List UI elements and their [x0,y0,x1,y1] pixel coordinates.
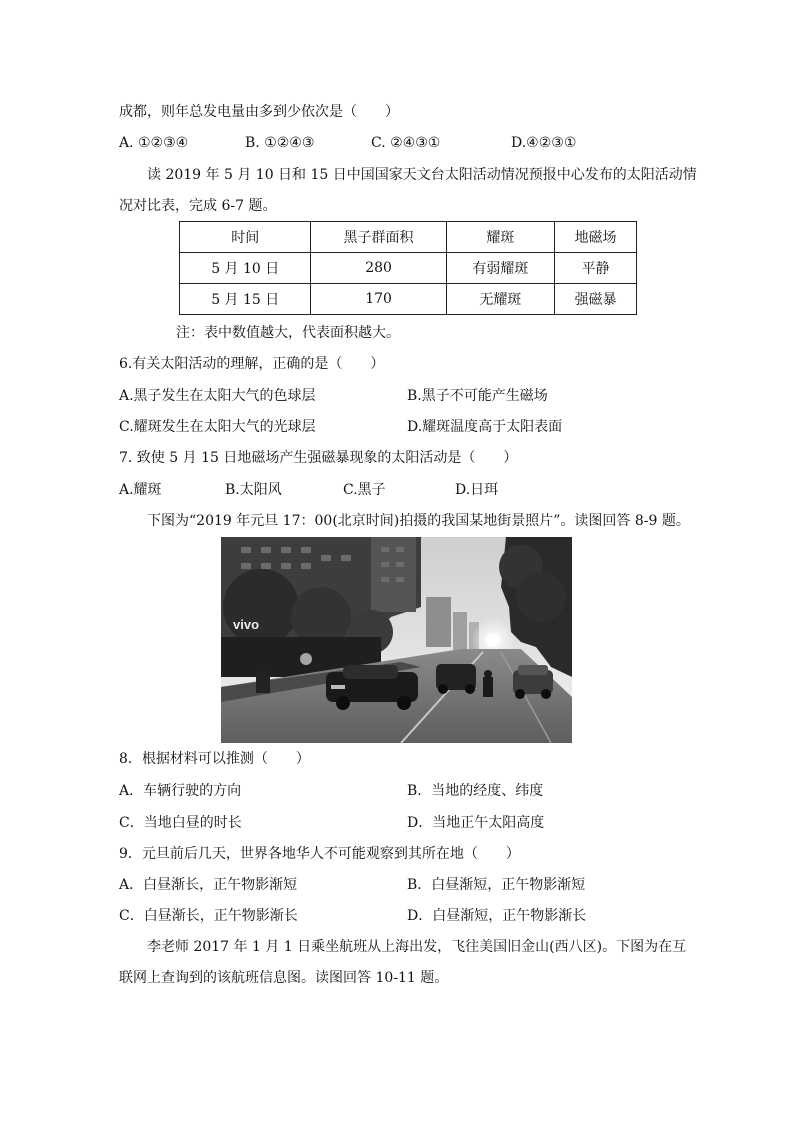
passage-8-9: 下图为“2019 年元旦 17：00(北京时间)拍摄的我国某地街景照片”。读图回答 8-9 题。 [147,513,690,529]
table-cell: 强磁暴 [555,284,637,315]
car-mid [436,664,476,694]
table-note: 注：表中数值越大，代表面积越大。 [176,325,400,341]
q6-option-c: C.耀斑发生在太阳大气的光球层 [119,419,316,435]
q9-option-b: B．白昼渐短，正午物影渐短 [407,877,586,893]
table-header-cell: 黑子群面积 [311,222,446,253]
q5-option-c: C. ②④③① [371,135,441,151]
q7-option-b: B.太阳风 [225,482,282,498]
table-cell: 无耀斑 [446,284,555,315]
passage-6-7-line2: 况对比表，完成 6-7 题。 [119,198,277,214]
q7-stem: 7. 致使 5 月 15 日地磁场产生强磁暴现象的太阳活动是（ ） [119,450,518,466]
shop-sign-text: vivo [233,617,260,632]
q8-option-b: B．当地的经度、纬度 [407,783,544,799]
q5-option-a: A. ①②③④ [119,135,189,151]
q9-option-c: C．白昼渐长，正午物影渐长 [119,908,298,924]
q5-option-b: B. ①②④③ [245,135,315,151]
table-row [180,284,637,315]
q5-stem: 成都，则年总发电量由多到少依次是（ ） [119,104,399,120]
q7-option-a: A.耀斑 [119,482,162,498]
q9-option-a: A．白昼渐长，正午物影渐短 [119,877,298,893]
q6-option-d: D.耀斑温度高于太阳表面 [407,419,563,435]
q7-option-c: C.黑子 [343,482,386,498]
passage-10-11-line1: 李老师 2017 年 1 月 1 日乘坐航班从上海出发，飞往美国旧金山(西八区)。下图为在互 [147,939,687,955]
q8-option-a: A．车辆行驶的方向 [119,783,242,799]
q6-option-b: B.黑子不可能产生磁场 [407,388,548,404]
street-scene-illustration [221,537,572,743]
table-row [180,253,637,284]
q6-stem: 6.有关太阳活动的理解，正确的是（ ） [119,356,385,372]
table-header-cell: 地磁场 [555,222,637,253]
table-cell: 5 月 15 日 [180,284,311,315]
table-header-cell: 耀斑 [446,222,555,253]
table-cell: 280 [311,253,446,284]
q9-stem: 9．元旦前后几天，世界各地华人不可能观察到其所在地（ ） [119,846,520,862]
q8-option-c: C．当地白昼的时长 [119,815,242,831]
solar-activity-table [179,221,637,315]
q7-option-d: D.日珥 [455,482,499,498]
q8-stem: 8．根据材料可以推测（ ） [119,751,310,767]
q6-option-a: A.黑子发生在太阳大气的色球层 [119,388,316,404]
q8-option-d: D．当地正午太阳高度 [407,815,545,831]
street-photo [221,537,572,743]
table-cell: 170 [311,284,446,315]
q9-option-d: D．白昼渐短，正午物影渐长 [407,908,587,924]
q5-option-d: D.④②③① [511,135,577,151]
car-right [513,665,553,699]
table-cell: 有弱耀斑 [446,253,555,284]
table-header-cell: 时间 [180,222,311,253]
table-header-row [180,222,637,253]
passage-10-11-line2: 联网上查询到的该航班信息图。读图回答 10-11 题。 [119,970,449,986]
passage-6-7-line1: 读 2019 年 5 月 10 日和 15 日中国国家天文台太阳活动情况预报中心发布的太阳活动情 [147,167,697,183]
table-cell: 平静 [555,253,637,284]
table-cell: 5 月 10 日 [180,253,311,284]
